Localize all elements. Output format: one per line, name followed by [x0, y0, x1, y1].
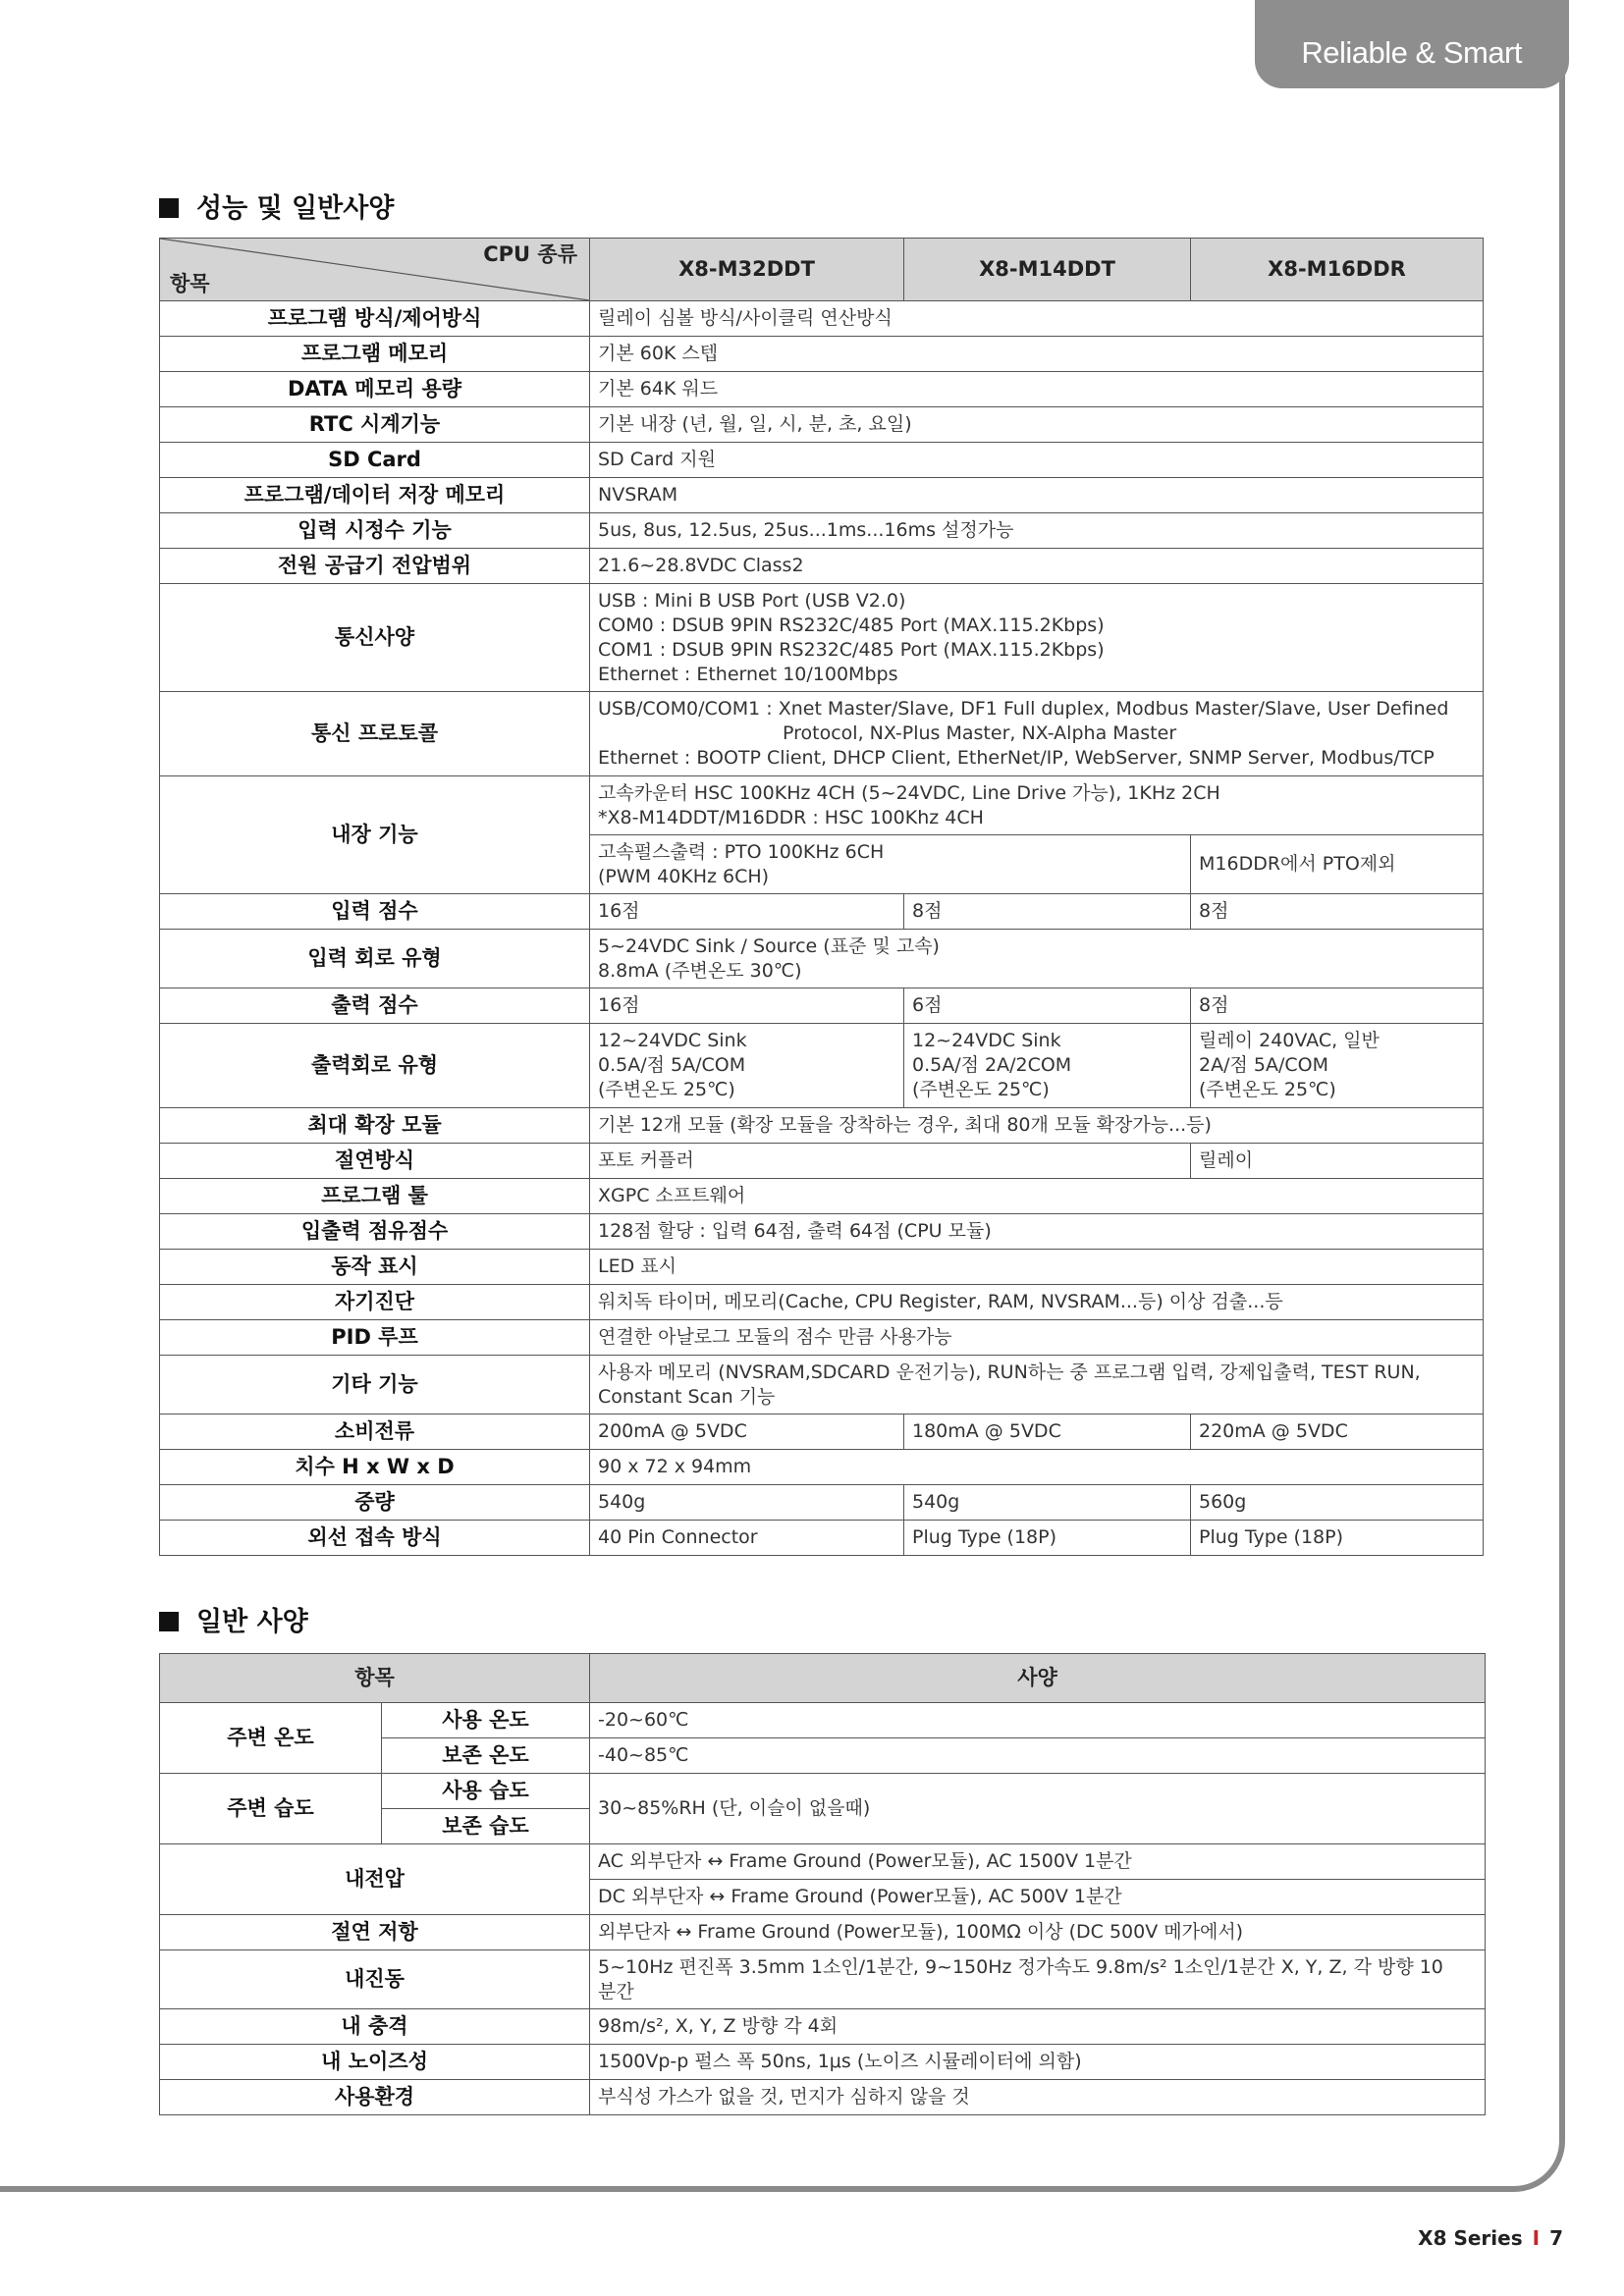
row-value: -20~60℃: [590, 1703, 1486, 1738]
model-header: X8-M32DDT: [590, 239, 904, 301]
header-item: 항목: [160, 1654, 590, 1703]
row-value: 128점 할당 : 입력 64점, 출력 64점 (CPU 모듈): [590, 1214, 1484, 1250]
row-value: 16점: [590, 894, 904, 930]
row-label: RTC 시계기능: [160, 407, 590, 443]
row-label: 입력 점수: [160, 894, 590, 930]
text-line: 5~24VDC Sink / Source (표준 및 고속): [598, 934, 940, 957]
text-line: 0.5A/점 5A/COM: [598, 1054, 746, 1076]
model-header: X8-M16DDR: [1191, 239, 1484, 301]
row-value: 5us, 8us, 12.5us, 25us...1ms...16ms 설정가능: [590, 513, 1484, 549]
text-line: 사용자 메모리 (NVSRAM,SDCARD 운전기능), RUN하는 중 프로그램 입력, 강제입출력, TEST RUN,: [598, 1361, 1421, 1383]
text-line: (주변온도 25℃): [912, 1079, 1050, 1100]
row-value: 외부단자 ↔ Frame Ground (Power모듈), 100MΩ 이상 (DC 500V 메가에서): [590, 1915, 1486, 1950]
sub-label: 사용 습도: [382, 1774, 590, 1809]
row-value: 90 x 72 x 94mm: [590, 1450, 1484, 1485]
corner-item: 항목: [170, 272, 210, 295]
row-label: 절연방식: [160, 1144, 590, 1179]
section-title-general: [159, 1600, 308, 1638]
row-label: 내장 기능: [160, 776, 590, 894]
row-label: 외선 접속 방식: [160, 1521, 590, 1556]
row-value: 180mA @ 5VDC: [904, 1415, 1191, 1450]
row-value: 릴레이: [1191, 1144, 1484, 1179]
row-value: [590, 1950, 1486, 2009]
row-label: 주변 습도: [160, 1774, 382, 1844]
text-line: (주변온도 25℃): [598, 1079, 735, 1100]
row-value: 560g: [1191, 1485, 1484, 1521]
header-tab-text: Reliable & Smart: [1301, 35, 1522, 70]
row-value: 8점: [1191, 988, 1484, 1024]
square-bullet-icon: [159, 198, 179, 218]
section-title-text: 성능 및 일반사양: [196, 193, 395, 224]
row-value: -40~85℃: [590, 1738, 1486, 1774]
row-value: 98m/s², X, Y, Z 방향 각 4회: [590, 2009, 1486, 2045]
row-value: [590, 584, 1484, 692]
header-spec: 사양: [590, 1654, 1486, 1703]
row-label: 내진동: [160, 1950, 590, 2009]
row-label: 주변 온도: [160, 1703, 382, 1774]
row-label: 출력회로 유형: [160, 1024, 590, 1108]
row-value: [1191, 1024, 1484, 1108]
text-line: Ethernet : BOOTP Client, DHCP Client, EtherNet/IP, WebServer, SNMP Server, Modbus/TCP: [598, 747, 1435, 769]
row-value: LED 표시: [590, 1250, 1484, 1285]
header-tab: [1255, 0, 1569, 88]
row-value: 16점: [590, 988, 904, 1024]
row-label: 프로그램/데이터 저장 메모리: [160, 478, 590, 513]
text-line: COM1 : DSUB 9PIN RS232C/485 Port (MAX.115.2Kbps): [598, 638, 1105, 661]
row-value: 기본 64K 워드: [590, 372, 1484, 407]
row-value: 30~85%RH (단, 이슬이 없을때): [590, 1774, 1486, 1844]
row-value: [904, 1024, 1191, 1108]
general-spec-table: [159, 1653, 1486, 2115]
row-value: DC 외부단자 ↔ Frame Ground (Power모듈), AC 500V 1분간: [590, 1880, 1486, 1915]
row-value: 기본 12개 모듈 (확장 모듈을 장착하는 경우, 최대 80개 모듈 확장가능...등): [590, 1108, 1484, 1144]
row-value: 부식성 가스가 없을 것, 먼지가 심하지 않을 것: [590, 2080, 1486, 2115]
text-line: USB/COM0/COM1 : Xnet Master/Slave, DF1 Full duplex, Modbus Master/Slave, User Defined: [598, 698, 1449, 720]
section-title-performance: [159, 187, 394, 225]
text-line: USB : Mini B USB Port (USB V2.0): [598, 589, 906, 612]
row-label: 치수 H x W x D: [160, 1450, 590, 1485]
sub-label: 보존 온도: [382, 1738, 590, 1774]
row-label: 전원 공급기 전압범위: [160, 549, 590, 584]
row-label: 내 충격: [160, 2009, 590, 2045]
text-line: 고속카운터 HSC 100KHz 4CH (5~24VDC, Line Drive 가능), 1KHz 2CH: [598, 781, 1220, 804]
table-corner-header: [160, 239, 590, 301]
row-label: 입력 회로 유형: [160, 930, 590, 988]
row-label: SD Card: [160, 443, 590, 478]
row-value: 540g: [904, 1485, 1191, 1521]
text-line: 5~10Hz 편진폭 3.5mm 1소인/1분간, 9~150Hz 정가속도 9.8m/s² 1소인/1분간 X, Y, Z, 각 방향 10: [598, 1955, 1443, 1978]
text-line: 2A/점 5A/COM: [1199, 1054, 1328, 1076]
row-label: 출력 점수: [160, 988, 590, 1024]
row-label: 소비전류: [160, 1415, 590, 1450]
row-label: 프로그램 메모리: [160, 337, 590, 372]
row-value: 1500Vp-p 펄스 폭 50ns, 1μs (노이즈 시뮬레이터에 의함): [590, 2045, 1486, 2080]
text-line: Protocol, NX-Plus Master, NX-Alpha Master: [783, 722, 1177, 744]
row-label: 통신사양: [160, 584, 590, 692]
row-value: 8점: [904, 894, 1191, 930]
row-value: [590, 1024, 904, 1108]
row-value: 워치독 타이머, 메모리(Cache, CPU Register, RAM, NVSRAM...등) 이상 검출...등: [590, 1285, 1484, 1320]
row-value: M16DDR에서 PTO제외: [1191, 835, 1484, 894]
row-label: 프로그램 툴: [160, 1179, 590, 1214]
text-line: Ethernet : Ethernet 10/100Mbps: [598, 663, 898, 685]
footer-divider: I: [1532, 2226, 1541, 2250]
performance-spec-table: [159, 238, 1484, 1556]
row-value: 21.6~28.8VDC Class2: [590, 549, 1484, 584]
row-label: 기타 기능: [160, 1356, 590, 1415]
corner-cpu-type: CPU 종류: [483, 242, 577, 266]
row-label: 입력 시정수 기능: [160, 513, 590, 549]
row-value: 40 Pin Connector: [590, 1521, 904, 1556]
row-label: 내전압: [160, 1844, 590, 1915]
row-value: [590, 776, 1484, 835]
text-line: 고속펄스출력 : PTO 100KHz 6CH: [598, 840, 885, 863]
row-value: 540g: [590, 1485, 904, 1521]
row-label: 동작 표시: [160, 1250, 590, 1285]
row-value: [590, 1356, 1484, 1415]
row-label: PID 루프: [160, 1320, 590, 1356]
row-value: 연결한 아날로그 모듈의 점수 만큼 사용가능: [590, 1320, 1484, 1356]
section-title-text: 일반 사양: [196, 1607, 308, 1637]
text-line: 12~24VDC Sink: [598, 1030, 747, 1051]
row-value: AC 외부단자 ↔ Frame Ground (Power모듈), AC 1500V 1분간: [590, 1844, 1486, 1880]
square-bullet-icon: [159, 1612, 179, 1631]
text-line: 분간: [598, 1980, 634, 2002]
row-value: 포토 커플러: [590, 1144, 1191, 1179]
row-value: NVSRAM: [590, 478, 1484, 513]
row-label: 절연 저항: [160, 1915, 590, 1950]
text-line: 12~24VDC Sink: [912, 1030, 1061, 1051]
row-label: 최대 확장 모듈: [160, 1108, 590, 1144]
series-name: X8 Series: [1418, 2226, 1523, 2250]
text-line: (주변온도 25℃): [1199, 1079, 1336, 1100]
text-line: 0.5A/점 2A/2COM: [912, 1054, 1072, 1076]
row-value: 기본 60K 스텝: [590, 337, 1484, 372]
row-label: 사용환경: [160, 2080, 590, 2115]
row-value: Plug Type (18P): [1191, 1521, 1484, 1556]
row-label: DATA 메모리 용량: [160, 372, 590, 407]
row-value: Plug Type (18P): [904, 1521, 1191, 1556]
row-value: [590, 692, 1484, 776]
row-label: 자기진단: [160, 1285, 590, 1320]
row-value: [590, 930, 1484, 988]
text-line: 릴레이 240VAC, 일반: [1199, 1030, 1380, 1051]
row-label: 프로그램 방식/제어방식: [160, 301, 590, 337]
row-value: 릴레이 심볼 방식/사이클릭 연산방식: [590, 301, 1484, 337]
text-line: COM0 : DSUB 9PIN RS232C/485 Port (MAX.115.2Kbps): [598, 614, 1105, 636]
page-number: 7: [1549, 2226, 1563, 2250]
row-label: 통신 프로토콜: [160, 692, 590, 776]
row-value: XGPC 소프트웨어: [590, 1179, 1484, 1214]
text-line: *X8-M14DDT/M16DDR : HSC 100Khz 4CH: [598, 806, 984, 828]
text-line: Constant Scan 기능: [598, 1385, 776, 1408]
page-footer: [1418, 2226, 1563, 2250]
row-value: 6점: [904, 988, 1191, 1024]
model-header: X8-M14DDT: [904, 239, 1191, 301]
row-label: 중량: [160, 1485, 590, 1521]
text-line: 8.8mA (주변온도 30℃): [598, 959, 802, 982]
row-value: 기본 내장 (년, 월, 일, 시, 분, 초, 요일): [590, 407, 1484, 443]
row-value: SD Card 지원: [590, 443, 1484, 478]
sub-label: 보존 습도: [382, 1809, 590, 1844]
row-label: 내 노이즈성: [160, 2045, 590, 2080]
row-label: 입출력 점유점수: [160, 1214, 590, 1250]
row-value: 220mA @ 5VDC: [1191, 1415, 1484, 1450]
row-value: [590, 835, 1191, 894]
row-value: 8점: [1191, 894, 1484, 930]
sub-label: 사용 온도: [382, 1703, 590, 1738]
text-line: (PWM 40KHz 6CH): [598, 865, 770, 887]
row-value: 200mA @ 5VDC: [590, 1415, 904, 1450]
